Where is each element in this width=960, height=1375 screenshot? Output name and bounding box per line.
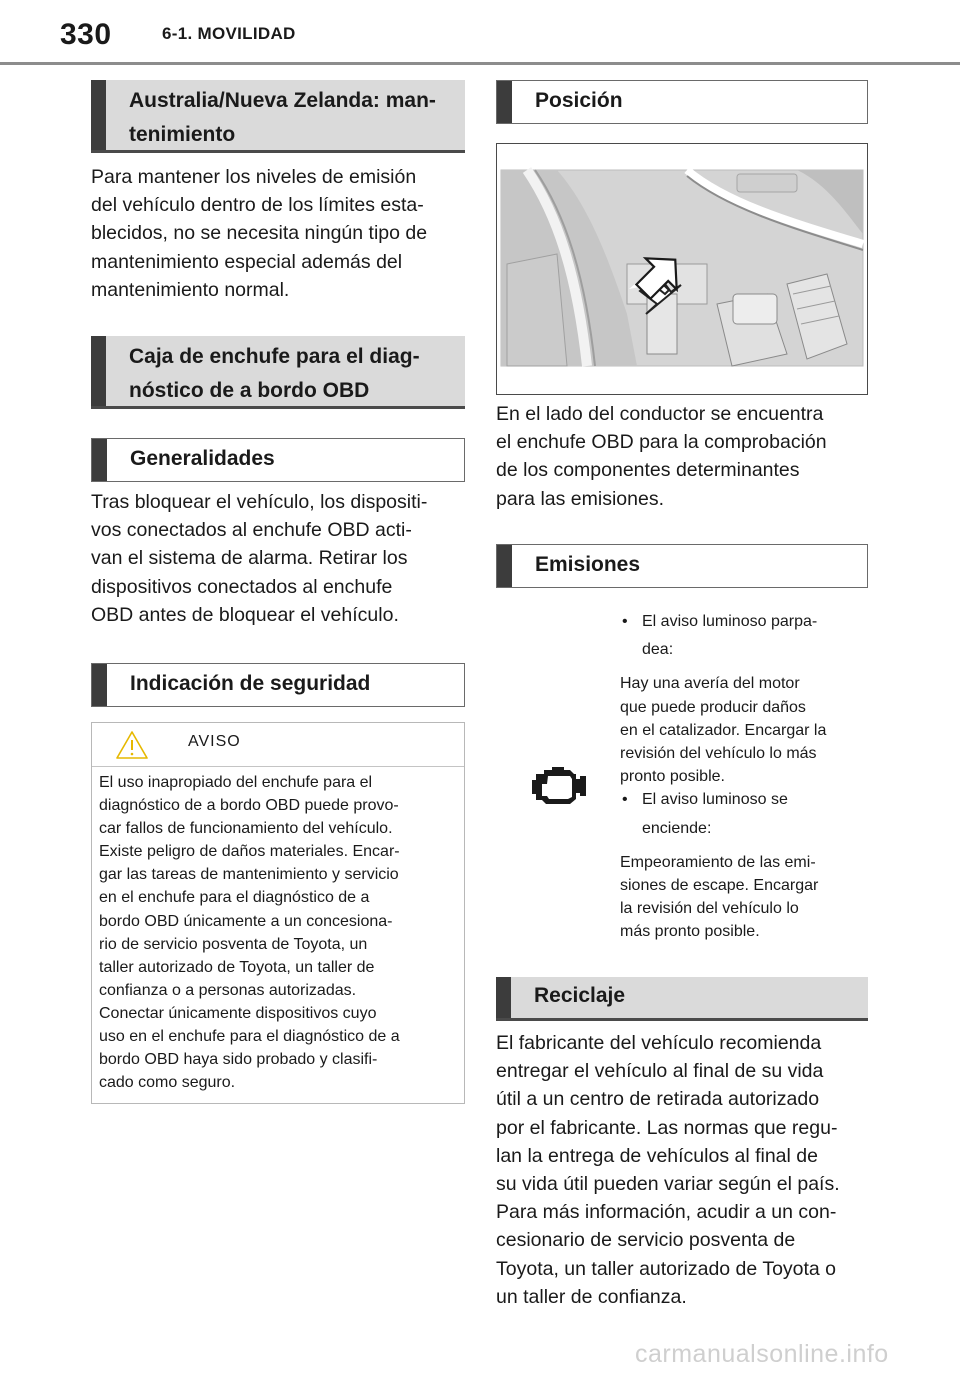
heading-bar	[496, 977, 511, 1018]
bullet-lit: • El aviso luminoso se enciende:	[620, 788, 860, 839]
paragraph-maintenance: Para mantener los niveles de emisión del vehículo dentro de los límites esta- blecidos, no se necesita ningún tipo de mantenimiento especial además del mantenimiento normal.	[91, 166, 428, 301]
warning-box-header	[92, 723, 464, 767]
subheading-generalidades	[91, 438, 465, 482]
watermark: carmanualsonline.info	[635, 1340, 889, 1368]
heading-bar	[91, 80, 106, 150]
heading-bar	[497, 81, 512, 123]
emisiones-description	[620, 610, 860, 944]
warning-title: AVISO	[188, 733, 241, 750]
paragraph-reciclaje: El fabricante del vehículo recomienda entregar el vehículo al final de su vida útil a un centro de retirada autorizado por el fabricante. Las normas que regu- lan la entrega de vehículos al final de su vida útil pueden variar según el país. Para más información, acudir a un con- cesionario de servicio posventa de Toyota, un taller autorizado de Toyota o un taller de confianza.	[496, 1032, 840, 1308]
section-heading-reciclaje	[496, 977, 868, 1021]
chapter-title: 6-1. MOVILIDAD	[162, 24, 296, 43]
warning-text: El uso inapropiado del enchufe para el diagnóstico de a bordo OBD puede provo- car fallos de funcionamiento del vehículo. Existe peligro de daños materiales. Encar- gar las tareas de mantenimiento y servicio en el enchufe para el diagnóstico de a bordo OBD únicamente a un concesiona- rio de servicio posventa de Toyota, un taller autorizado de Toyota, un taller de confianza o a personas autorizadas. Conectar únicamente dispositivos cuyo uso en el enchufe para el diagnóstico de a bordo OBD haya sido probado y clasifi- cado como seguro.	[99, 774, 400, 1092]
paragraph-generalidades: Tras bloquear el vehículo, los dispositi- vos conectados al enchufe OBD acti- van el sistema de alarma. Retirar los dispositivos conectados al enchufe OBD antes de bloquear el vehículo.	[91, 491, 428, 626]
subheading-text: Indicación de seguridad	[130, 672, 371, 695]
section-heading-text: Reciclaje	[534, 984, 626, 1007]
dashboard-footwell-drawing	[497, 144, 867, 394]
section-heading-australia	[91, 80, 465, 153]
page-number: 330	[60, 18, 112, 51]
warning-box	[91, 722, 465, 1104]
section-heading-text: Caja de enchufe para el diag- nóstico de a bordo OBD	[129, 345, 420, 402]
subheading-posicion	[496, 80, 868, 124]
section-heading-text: Australia/Nueva Zelanda: man- tenimiento	[129, 89, 436, 146]
header-rule	[0, 62, 960, 65]
warning-triangle-icon	[114, 729, 150, 761]
subheading-text: Emisiones	[535, 553, 641, 576]
paragraph-posicion: En el lado del conductor se encuentra el enchufe OBD para la comprobación de los componentes determinantes para las emisiones.	[496, 403, 827, 510]
text-blinking: Hay una avería del motor que puede producir daños en el catalizador. Encargar la revisión del vehículo lo más pronto posible.	[620, 675, 827, 786]
text-lit: Empeoramiento de las emi- siones de escape. Encargar la revisión del vehículo lo más pronto posible.	[620, 853, 819, 941]
obd-location-illustration	[496, 143, 868, 395]
heading-bar	[497, 545, 512, 587]
heading-bar	[92, 664, 107, 706]
heading-bar	[91, 336, 106, 406]
bullet-blinking: • El aviso luminoso parpa- dea:	[620, 610, 860, 661]
subheading-text: Generalidades	[130, 447, 275, 470]
subheading-seguridad	[91, 663, 465, 707]
subheading-emisiones	[496, 544, 868, 588]
section-heading-obd	[91, 336, 465, 409]
heading-bar	[92, 439, 107, 481]
subheading-text: Posición	[535, 89, 623, 112]
engine-check-icon	[530, 766, 588, 806]
